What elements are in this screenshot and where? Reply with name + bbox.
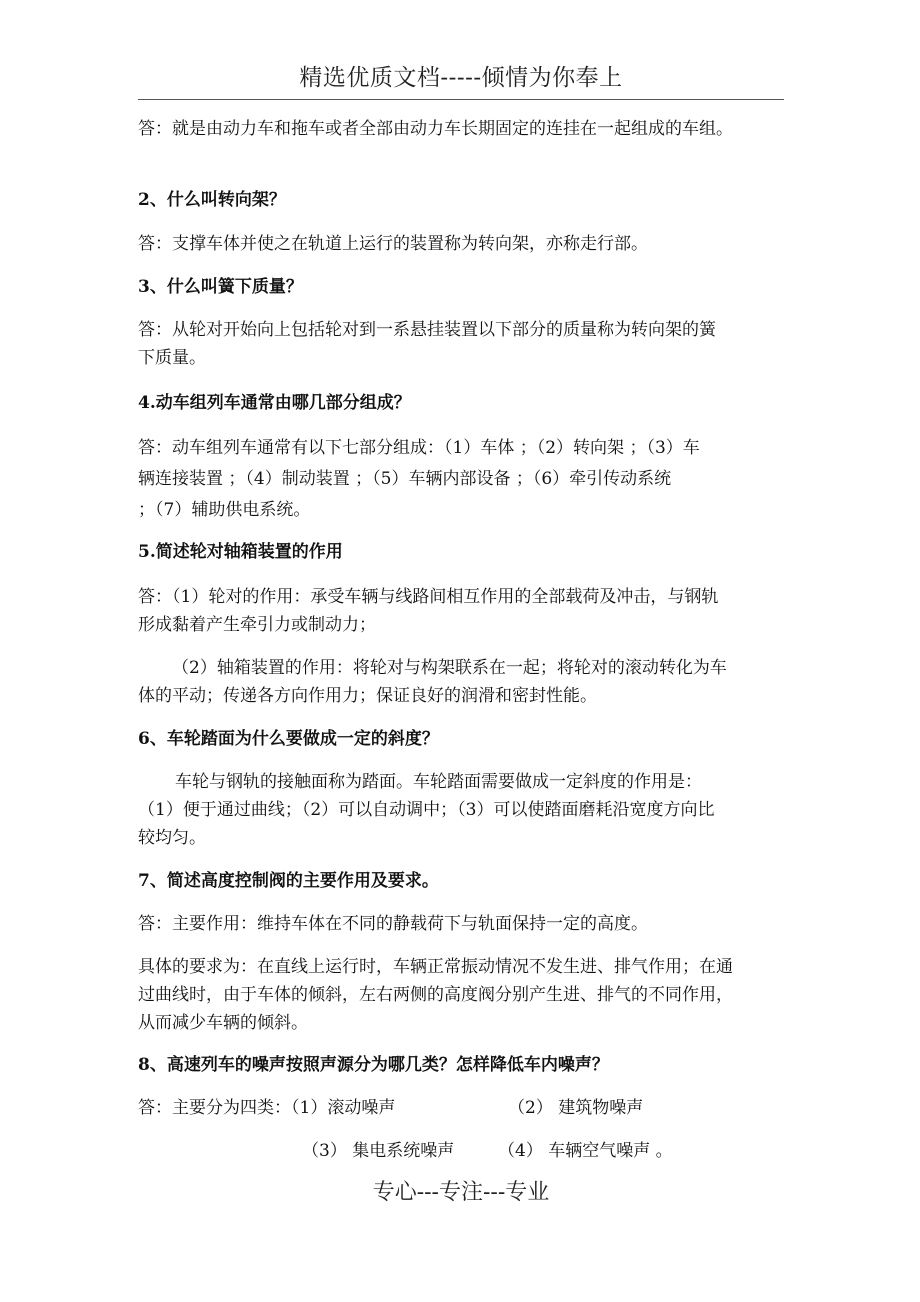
answer-4-line-2: 辆连接装置 ；（4）制动装置 ；（5）车辆内部设备 ；（6）牵引传动系统 [138, 469, 672, 489]
answer-5-line-4: 体的平动；传递各方向作用力；保证良好的润滑和密封性能。 [138, 686, 597, 706]
answer-8-item-4: （4） 车辆空气噪声 。 [498, 1141, 673, 1161]
answer-6-line-3: 较均匀。 [138, 828, 206, 848]
answer-5-line-1: 答：（1）轮对的作用：承受车辆与线路间相互作用的全部载荷及冲击，与钢轨 [138, 587, 719, 607]
page-header: 精选优质文档-----倾情为你奉上 [299, 65, 623, 91]
question-6: 6、车轮踏面为什么要做成一定的斜度？ [138, 729, 439, 749]
question-3: 3、什么叫簧下质量？ [138, 277, 303, 297]
answer-5-line-2: 形成黏着产生牵引力或制动力； [138, 615, 376, 635]
answer-3-line-2: 下质量。 [138, 348, 206, 368]
answer-7-line-4: 从而减少车辆的倾斜。 [138, 1013, 308, 1033]
answer-1-line-1: 答：就是由动力车和拖车或者全部由动力车长期固定的连挂在一起组成的车组。 [138, 119, 733, 139]
header-rule [138, 99, 784, 100]
answer-4-line-3: ；（7）辅助供电系统。 [138, 500, 311, 520]
answer-8-item-3: （3） 集电系统噪声 [302, 1141, 455, 1161]
answer-8-item-2: （2） 建筑物噪声 [508, 1098, 644, 1118]
answer-5-line-3: （2）轴箱装置的作用：将轮对与构架联系在一起；将轮对的滚动转化为车 [172, 658, 727, 678]
question-5: 5.简述轮对轴箱装置的作用 [138, 542, 343, 562]
answer-7-line-1: 答：主要作用：维持车体在不同的静载荷下与轨面保持一定的高度。 [138, 914, 648, 934]
answer-6-line-1: 车轮与钢轨的接触面称为踏面。车轮踏面需要做成一定斜度的作用是： [175, 772, 702, 792]
answer-8-item-1: 答：主要分为四类：（1）滚动噪声 [138, 1098, 396, 1118]
answer-7-line-3: 过曲线时，由于车体的倾斜，左右两侧的高度阀分别产生进、排气的不同作用， [138, 985, 733, 1005]
answer-7-line-2: 具体的要求为：在直线上运行时，车辆正常振动情况不发生进、排气作用；在通 [138, 957, 733, 977]
answer-3-line-1: 答：从轮对开始向上包括轮对到一系悬挂装置以下部分的质量称为转向架的簧 [138, 320, 716, 340]
question-2: 2、什么叫转向架？ [138, 190, 286, 210]
page-footer: 专心---专注---专业 [372, 1180, 550, 1205]
question-7: 7、简述高度控制阀的主要作用及要求。 [138, 871, 439, 891]
question-8: 8、高速列车的噪声按照声源分为哪几类？怎样降低车内噪声？ [138, 1055, 609, 1075]
answer-2-line-1: 答：支撑车体并使之在轨道上运行的装置称为转向架，亦称走行部。 [138, 234, 648, 254]
answer-4-line-1: 答：动车组列车通常有以下七部分组成：（1）车体 ；（2）转向架 ；（3）车 [138, 438, 700, 458]
question-4: 4.动车组列车通常由哪几部分组成？ [138, 393, 411, 413]
answer-6-line-2: （1）便于通过曲线；（2）可以自动调中；（3）可以使踏面磨耗沿宽度方向比 [138, 800, 715, 820]
